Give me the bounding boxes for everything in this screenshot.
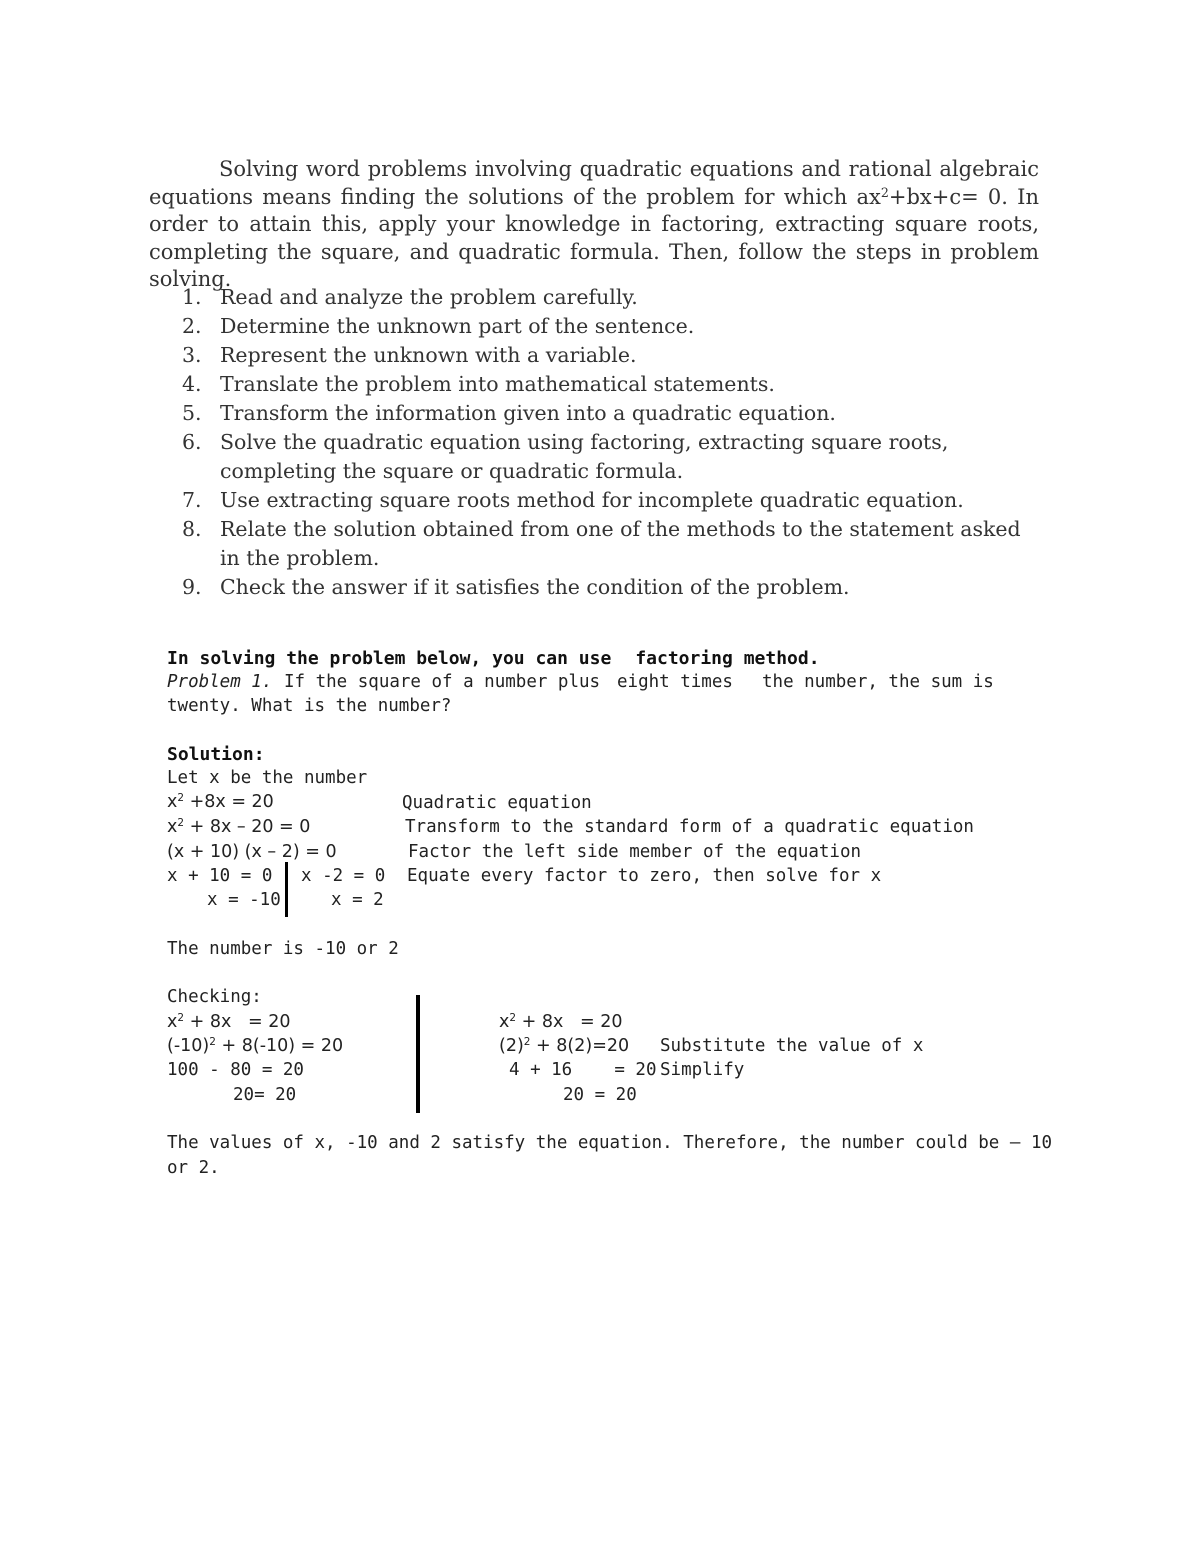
problem-solving-steps [182,283,1042,602]
check-note-simplify: Simplify [660,1060,745,1080]
problem-text-b: eight times [617,672,733,692]
step-number: 6. [182,430,202,454]
checking-heading: Checking: [167,987,262,1007]
step-text: Represent the unknown with a variable. [220,343,637,367]
conclusion-line-1: The values of x, -10 and 2 satisfy the equation. Therefore, the number could be – 10 [167,1133,1053,1153]
equation-2-description: Transform to the standard form of a quadratic equation [405,817,974,837]
method-heading-text: In solving the problem below, you can use [167,648,612,669]
step-text: Read and analyze the problem carefully. [220,285,638,309]
method-heading-method: factoring method. [635,648,820,669]
intro-superscript: 2 [880,184,889,200]
root-1: x = -10 [207,890,281,910]
step-number: 1. [182,285,202,309]
intro-paragraph [149,156,1039,294]
step-number: 2. [182,314,202,338]
step-number: 3. [182,343,202,367]
step-item [182,515,1042,573]
let-statement: Let x be the number [167,768,368,788]
problem-line-1 [167,672,272,692]
equation-3-description: Factor the left side member of the equation [408,842,862,862]
conclusion-line-2: or 2. [167,1158,220,1178]
solution-heading: Solution: [167,744,265,765]
step-text: Determine the unknown part of the sentence. [220,314,695,338]
step-item [182,428,1042,486]
step-number: 7. [182,488,202,512]
step-text: Relate the solution obtained from one of the methods to the statement asked in the problem. [220,517,1021,570]
check-right-line-4: 20 = 20 [563,1085,637,1105]
check-left-line-1: $x^2 + 8x = 20$ [167,1012,291,1032]
factor-divider [285,862,288,917]
intro-text-part1: Solving word problems involving quadratic equations and rational algebraic equations means finding the solutions of the problem for which ax [149,157,1039,209]
check-left-line-3: 100 - 80 = 20 [167,1060,304,1080]
step-text: Translate the problem into mathematical statements. [220,372,775,396]
step-text: Check the answer if it satisfies the condition of the problem. [220,575,850,599]
check-right-line-1: $x^2 + 8x = 20$ [499,1012,623,1032]
step-item [182,370,1042,399]
method-heading [167,648,820,669]
equation-1-description: Quadratic equation [402,793,592,813]
equation-1: $x^2 +8x = 20$ [167,792,274,812]
check-right-line-2: $(2)^2 + 8(2)=20$ [499,1036,630,1056]
problem-line-2: twenty. What is the number? [167,696,452,716]
step-item [182,341,1042,370]
check-note-substitute: Substitute the value of x [660,1036,924,1056]
equation-3: (x + 10) (x – 2) = 0 [167,842,337,862]
step-item [182,399,1042,428]
check-left-line-2: $(-10)^2 + 8(-10) = 20$ [167,1036,344,1056]
check-right-line-3: 4 + 16 = 20 [509,1060,657,1080]
step-text: Solve the quadratic equation using factoring, extracting square roots, completing the square or quadratic formula. [220,430,949,483]
problem-text-c: the number, the sum is [762,672,994,692]
intro-text-part2: +bx+c= 0. In order to attain this, apply your knowledge in factoring, extracting square roots, completing the square, and quadratic formula. Then, follow the steps in problem solving. [149,184,1039,291]
step-item [182,573,1042,602]
step-number: 8. [182,517,202,541]
step-number: 4. [182,372,202,396]
problem-label: Problem 1. [167,672,273,692]
problem-text-a: If the square of a number plus [284,672,601,692]
step-item [182,283,1042,312]
step-text: Use extracting square roots method for incomplete quadratic equation. [220,488,964,512]
root-2: x = 2 [331,890,384,910]
step-number: 9. [182,575,202,599]
equation-2: $x^2 + 8x - 20 = 0$ [167,817,311,837]
checking-divider [416,995,420,1113]
factor-equation-1: x + 10 = 0 [167,866,273,886]
answer-statement: The number is -10 or 2 [167,939,399,959]
check-left-line-4: 20= 20 [233,1085,297,1105]
step-number: 5. [182,401,202,425]
factor-equation-2: x -2 = 0 [301,866,386,886]
step-item [182,486,1042,515]
step-item [182,312,1042,341]
step-text: Transform the information given into a quadratic equation. [220,401,836,425]
equation-4-description: Equate every factor to zero, then solve for x [407,866,882,886]
